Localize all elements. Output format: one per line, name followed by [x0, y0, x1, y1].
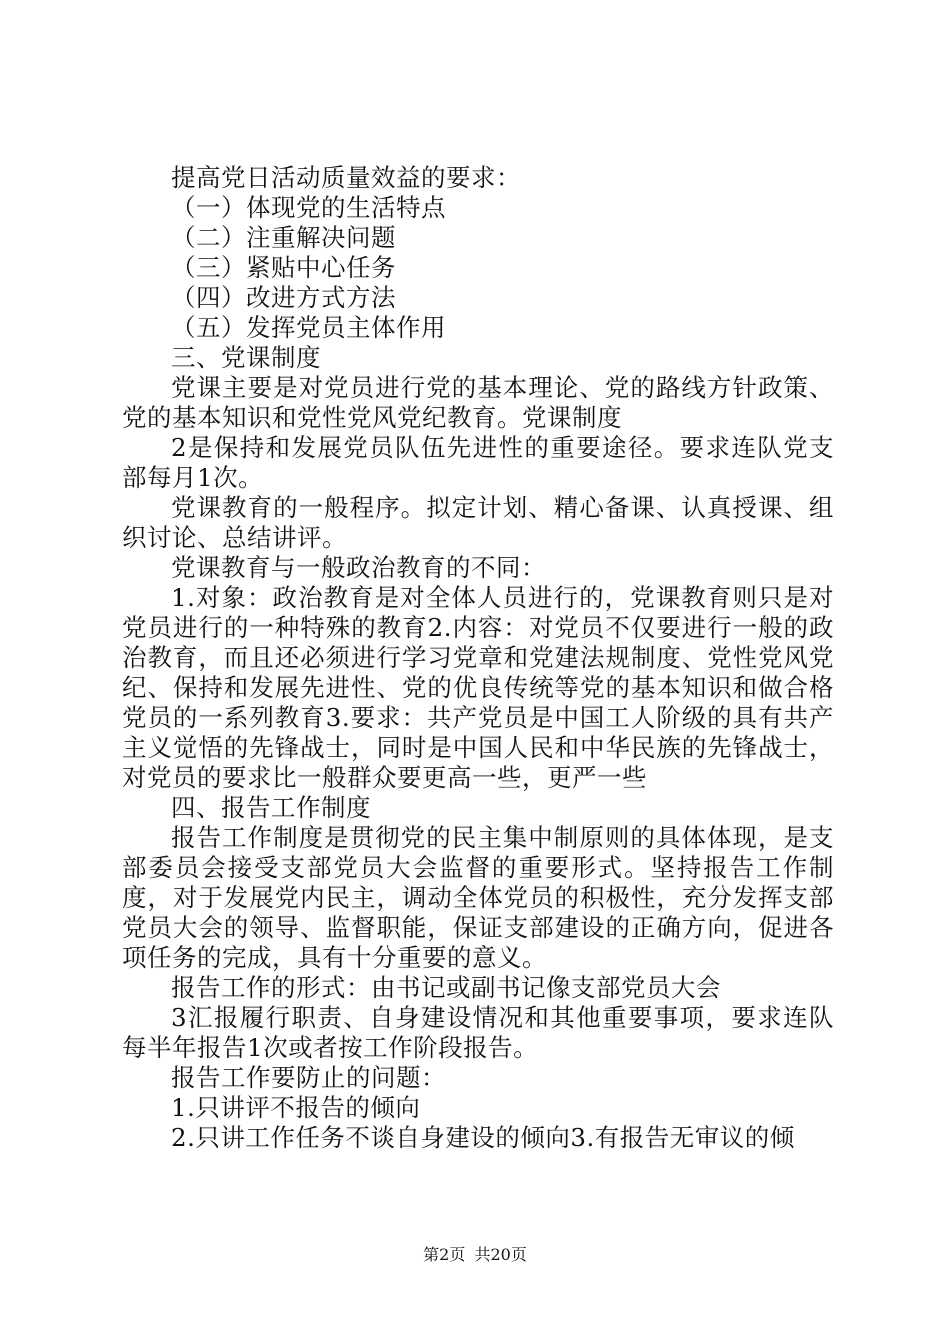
page-number: 第2页 [423, 1245, 466, 1264]
paragraph-differences-detail: 1.对象：政治教育是对全体人员进行的，党课教育则只是对党员进行的一种特殊的教育2.内容：对党员不仅要进行一般的政治教育，而且还必须进行学习党章和党建法规制度、党性党风党纪、保持和发展先进性、党的优良传统等党的基本知识和做合格党员的一系列教育3.要求：共产党员是中国工人阶级的具有共产主义觉悟的先锋战士，同时是中国人民和中华民族的先锋战士，对党员的要求比一般群众要更高一些，更严一些 [122, 583, 834, 792]
paragraph-party-class-intro: 党课主要是对党员进行党的基本理论、党的路线方针政策、党的基本知识和党性党风党纪教育。党课制度 [122, 373, 834, 432]
document-body [122, 163, 834, 1153]
list-item-1: （一）体现党的生活特点 [171, 193, 446, 222]
list-item-issue-1: 1.只讲评不报告的倾向 [171, 1093, 421, 1122]
paragraph-report-form: 报告工作的形式：由书记或副书记像支部党员大会 [171, 973, 721, 1002]
list-item-2: （二）注重解决问题 [171, 223, 396, 252]
list-item-3: （三）紧贴中心任务 [171, 253, 396, 282]
list-item-4: （四）改进方式方法 [171, 283, 396, 312]
paragraph-report-system-intro: 报告工作制度是贯彻党的民主集中制原则的具体体现，是支部委员会接受支部党员大会监督的重要形式。坚持报告工作制度，对于发展党内民主，调动全体党员的积极性，充分发挥支部党员大会的领导、监督职能，保证支部建设的正确方向，促进各项任务的完成，具有十分重要的意义。 [122, 823, 834, 972]
list-item-5: （五）发挥党员主体作用 [171, 313, 446, 342]
page-footer [0, 1245, 950, 1265]
page-total: 共20页 [474, 1245, 527, 1264]
paragraph-differences-heading: 党课教育与一般政治教育的不同： [171, 553, 546, 582]
list-item-issue-2: 2.只讲工作任务不谈自身建设的倾向3.有报告无审议的倾 [171, 1123, 795, 1152]
section-heading-party-class: 三、党课制度 [171, 343, 321, 372]
paragraph-report-frequency: 3汇报履行职责、自身建设情况和其他重要事项，要求连队每半年报告1次或者按工作阶段报告。 [122, 1003, 834, 1062]
paragraph-party-class-frequency: 2是保持和发展党员队伍先进性的重要途径。要求连队党支部每月1次。 [122, 433, 834, 492]
paragraph-party-class-procedure: 党课教育的一般程序。拟定计划、精心备课、认真授课、组织讨论、总结讲评。 [122, 493, 834, 552]
paragraph-report-issues-heading: 报告工作要防止的问题： [171, 1063, 446, 1092]
paragraph-quality-requirements: 提高党日活动质量效益的要求： [171, 163, 521, 192]
section-heading-report-system: 四、报告工作制度 [171, 793, 371, 822]
